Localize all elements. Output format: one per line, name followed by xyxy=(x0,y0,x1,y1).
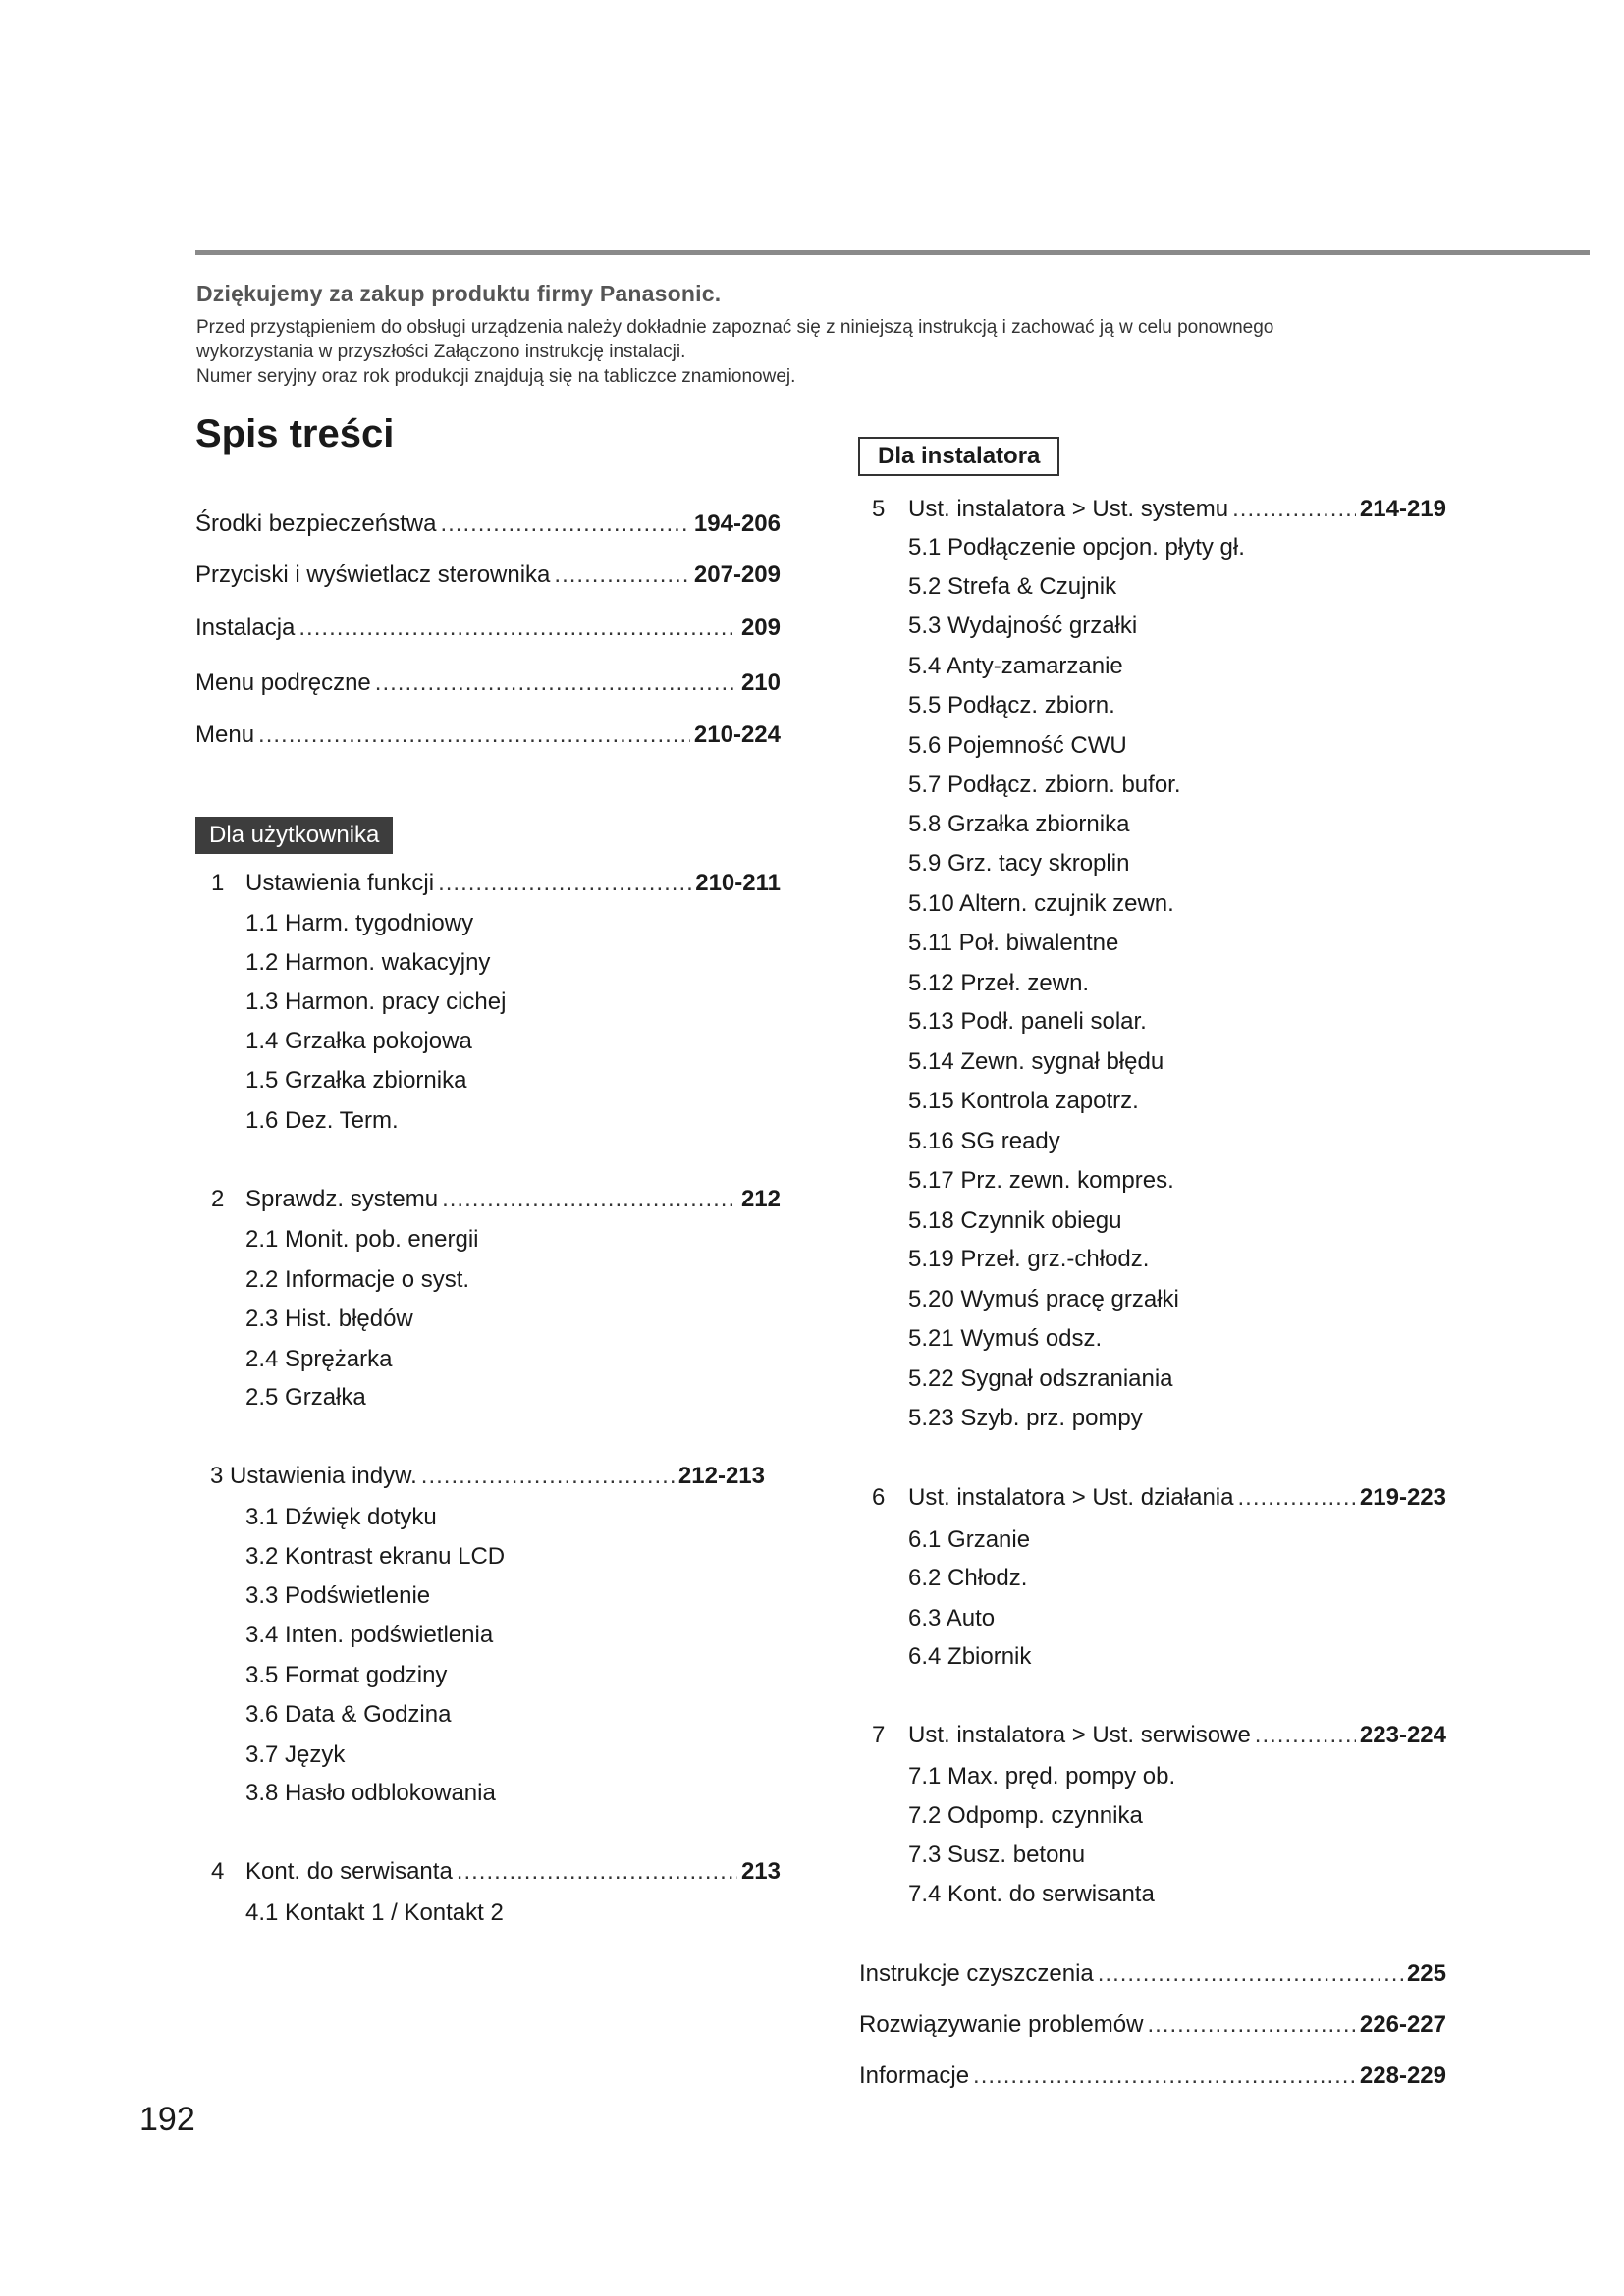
toc-section-2[interactable] xyxy=(245,1186,781,1213)
leader-dots xyxy=(1238,1484,1356,1512)
toc-entry-label: Ust. instalatora > Ust. serwisowe xyxy=(908,1722,1251,1748)
toc-entry-safety[interactable] xyxy=(195,510,781,538)
toc-subitem[interactable]: 5.16 SG ready xyxy=(908,1128,1060,1154)
leader-dots xyxy=(1098,1960,1403,1988)
toc-subitem[interactable]: 3.7 Język xyxy=(245,1741,346,1768)
toc-subitem[interactable]: 5.21 Wymuś odsz. xyxy=(908,1325,1103,1352)
toc-subitem[interactable]: 5.22 Sygnał odszraniania xyxy=(908,1365,1173,1392)
toc-entry-pages: 225 xyxy=(1406,1960,1446,1987)
toc-subitem[interactable]: 3.2 Kontrast ekranu LCD xyxy=(245,1543,506,1570)
toc-entry-pages: 226-227 xyxy=(1359,2011,1446,2038)
toc-entry-label: Kont. do serwisanta xyxy=(245,1858,453,1885)
toc-subitem[interactable]: 6.2 Chłodz. xyxy=(908,1565,1028,1591)
intro-line-1: Przed przystąpieniem do obsługi urządzenia należy dokładnie zapoznać się z niniejszą instrukcją i zachować ją w celu ponownego xyxy=(196,317,1274,338)
toc-subitem[interactable]: 2.3 Hist. błędów xyxy=(245,1306,413,1332)
page-number: 192 xyxy=(139,2101,195,2138)
intro-line-2: wykorzystania w przyszłości Załączono instrukcję instalacji. xyxy=(196,342,686,362)
toc-subitem[interactable]: 1.3 Harmon. pracy cichej xyxy=(245,988,507,1015)
leader-dots xyxy=(1255,1722,1356,1749)
toc-entry-pages: 219-223 xyxy=(1359,1484,1446,1511)
section-number: 5 xyxy=(872,496,886,522)
toc-subitem[interactable]: 6.1 Grzanie xyxy=(908,1526,1031,1553)
toc-section-3[interactable] xyxy=(210,1463,765,1490)
toc-subitem[interactable]: 3.3 Podświetlenie xyxy=(245,1582,431,1609)
toc-subitem[interactable]: 7.2 Odpomp. czynnika xyxy=(908,1802,1143,1829)
leader-dots xyxy=(375,669,737,697)
toc-subitem[interactable]: 1.2 Harmon. wakacyjny xyxy=(245,949,491,976)
leader-dots xyxy=(258,721,690,749)
leader-dots xyxy=(973,2062,1356,2090)
toc-subitem[interactable]: 5.6 Pojemność CWU xyxy=(908,732,1127,759)
toc-entry-label: Środki bezpieczeństwa xyxy=(195,510,437,537)
toc-entry-label: Menu podręczne xyxy=(195,669,371,696)
intro xyxy=(196,281,1571,389)
toc-entry-label: Ustawienia funkcji xyxy=(245,870,435,896)
leader-dots xyxy=(554,561,690,589)
toc-subitem[interactable]: 3.8 Hasło odblokowania xyxy=(245,1780,496,1806)
toc-subitem[interactable]: 5.17 Prz. zewn. kompres. xyxy=(908,1167,1174,1194)
toc-subitem[interactable]: 7.3 Susz. betonu xyxy=(908,1842,1086,1868)
toc-subitem[interactable]: 5.10 Altern. czujnik zewn. xyxy=(908,890,1174,917)
toc-subitem[interactable]: 5.18 Czynnik obiegu xyxy=(908,1207,1122,1234)
toc-entry-pages: 209 xyxy=(740,614,781,641)
toc-entry-label: Instrukcje czyszczenia xyxy=(859,1960,1094,1987)
toc-subitem[interactable]: 3.4 Inten. podświetlenia xyxy=(245,1622,494,1648)
leader-dots xyxy=(298,614,737,642)
toc-entry-label: Ust. instalatora > Ust. systemu xyxy=(908,496,1229,522)
leader-dots xyxy=(440,510,689,538)
toc-entry-pages: 210 xyxy=(740,669,781,696)
toc-entry-pages: 194-206 xyxy=(693,510,781,537)
leader-dots xyxy=(442,1186,737,1213)
toc-subitem[interactable]: 5.3 Wydajność grzałki xyxy=(908,613,1138,639)
toc-entry-pages: 213 xyxy=(740,1858,781,1885)
section-number: 2 xyxy=(211,1186,225,1212)
toc-subitem[interactable]: 1.1 Harm. tygodniowy xyxy=(245,910,474,936)
toc-entry-menu[interactable] xyxy=(195,721,781,749)
toc-entry-pages: 228-229 xyxy=(1359,2062,1446,2089)
toc-entry-cleaning[interactable] xyxy=(859,1960,1446,1988)
leader-dots xyxy=(457,1858,737,1886)
leader-dots xyxy=(1147,2011,1355,2039)
toc-entry-pages: 210-211 xyxy=(695,870,781,896)
section-number: 1 xyxy=(211,870,225,896)
toc-subitem[interactable]: 2.2 Informacje o syst. xyxy=(245,1266,470,1293)
toc-entry-controls[interactable] xyxy=(195,561,781,589)
toc-subitem[interactable]: 2.5 Grzałka xyxy=(245,1384,366,1411)
toc-subitem[interactable]: 3.6 Data & Godzina xyxy=(245,1701,452,1728)
toc-subitem[interactable]: 5.8 Grzałka zbiornika xyxy=(908,811,1130,837)
toc-entry-label: 3 Ustawienia indyw. xyxy=(210,1463,417,1489)
toc-subitem[interactable]: 5.5 Podłącz. zbiorn. xyxy=(908,692,1115,719)
toc-subitem[interactable]: 5.2 Strefa & Czujnik xyxy=(908,573,1117,600)
toc-subitem[interactable]: 2.1 Monit. pob. energii xyxy=(245,1226,479,1253)
toc-subitem[interactable]: 5.20 Wymuś pracę grzałki xyxy=(908,1286,1179,1312)
toc-entry-pages: 212-213 xyxy=(677,1463,765,1489)
toc-subitem[interactable]: 5.13 Podł. paneli solar. xyxy=(908,1008,1147,1035)
section-number: 6 xyxy=(872,1484,886,1511)
toc-entry-troubleshooting[interactable] xyxy=(859,2011,1446,2039)
toc-entry-pages: 214-219 xyxy=(1359,496,1446,522)
toc-section-7[interactable] xyxy=(908,1722,1446,1749)
leader-dots xyxy=(1232,496,1356,523)
toc-subitem[interactable]: 5.9 Grz. tacy skroplin xyxy=(908,850,1130,877)
toc-section-5[interactable] xyxy=(908,496,1446,523)
user-section-badge: Dla użytkownika xyxy=(195,817,393,854)
toc-subitem[interactable]: 5.19 Przeł. grz.-chłodz. xyxy=(908,1246,1150,1272)
section-number: 7 xyxy=(872,1722,886,1748)
intro-line-3: Numer seryjny oraz rok produkcji znajdują się na tabliczce znamionowej. xyxy=(196,366,796,387)
page-title: Spis treści xyxy=(195,412,395,455)
toc-entry-label: Menu xyxy=(195,721,255,748)
toc-subitem[interactable]: 5.7 Podłącz. zbiorn. bufor. xyxy=(908,772,1181,798)
toc-subitem[interactable]: 6.3 Auto xyxy=(908,1605,996,1631)
toc-subitem[interactable]: 7.4 Kont. do serwisanta xyxy=(908,1881,1155,1907)
section-number: 4 xyxy=(211,1858,225,1885)
toc-entry-label: Przyciski i wyświetlacz sterownika xyxy=(195,561,551,588)
toc-subitem[interactable]: 5.1 Podłączenie opcjon. płyty gł. xyxy=(908,534,1245,561)
toc-subitem[interactable]: 5.23 Szyb. prz. pompy xyxy=(908,1405,1143,1431)
leader-dots xyxy=(438,870,691,897)
toc-entry-pages: 210-224 xyxy=(693,721,781,748)
toc-subitem[interactable]: 3.5 Format godziny xyxy=(245,1662,448,1688)
toc-entry-pages: 223-224 xyxy=(1359,1722,1446,1748)
toc-subitem[interactable]: 4.1 Kontakt 1 / Kontakt 2 xyxy=(245,1899,504,1926)
toc-entry-pages: 207-209 xyxy=(693,561,781,588)
toc-entry-pages: 212 xyxy=(740,1186,781,1212)
toc-section-4[interactable] xyxy=(245,1858,781,1886)
toc-entry-label: Instalacja xyxy=(195,614,296,641)
toc-subitem[interactable]: 1.5 Grzałka zbiornika xyxy=(245,1067,467,1094)
toc-subitem[interactable]: 5.14 Zewn. sygnał błędu xyxy=(908,1048,1164,1075)
toc-subitem[interactable]: 2.4 Sprężarka xyxy=(245,1346,393,1372)
toc-entry-label: Rozwiązywanie problemów xyxy=(859,2011,1144,2038)
toc-subitem[interactable]: 1.4 Grzałka pokojowa xyxy=(245,1028,472,1054)
toc-subitem[interactable]: 3.1 Dźwięk dotyku xyxy=(245,1504,437,1530)
toc-subitem[interactable]: 1.6 Dez. Term. xyxy=(245,1107,399,1134)
leader-dots xyxy=(421,1463,675,1490)
toc-subitem[interactable]: 5.11 Poł. biwalentne xyxy=(908,930,1119,956)
toc-subitem[interactable]: 5.12 Przeł. zewn. xyxy=(908,970,1090,996)
toc-entry-quick-menu[interactable] xyxy=(195,669,781,697)
toc-entry-label: Sprawdz. systemu xyxy=(245,1186,439,1212)
toc-entry-label: Informacje xyxy=(859,2062,970,2089)
toc-entry-label: Ust. instalatora > Ust. działania xyxy=(908,1484,1234,1511)
top-rule xyxy=(195,250,1590,255)
toc-entry-installation[interactable] xyxy=(195,614,781,642)
toc-entry-information[interactable] xyxy=(859,2062,1446,2090)
installer-section-badge: Dla instalatora xyxy=(858,437,1059,476)
toc-subitem[interactable]: 5.4 Anty-zamarzanie xyxy=(908,653,1123,679)
toc-section-1[interactable] xyxy=(245,870,781,897)
toc-subitem[interactable]: 6.4 Zbiornik xyxy=(908,1643,1032,1670)
toc-subitem[interactable]: 7.1 Max. pręd. pompy ob. xyxy=(908,1763,1176,1789)
toc-subitem[interactable]: 5.15 Kontrola zapotrz. xyxy=(908,1088,1139,1114)
intro-thanks: Dziękujemy za zakup produktu firmy Panasonic. xyxy=(196,281,722,306)
toc-section-6[interactable] xyxy=(908,1484,1446,1512)
